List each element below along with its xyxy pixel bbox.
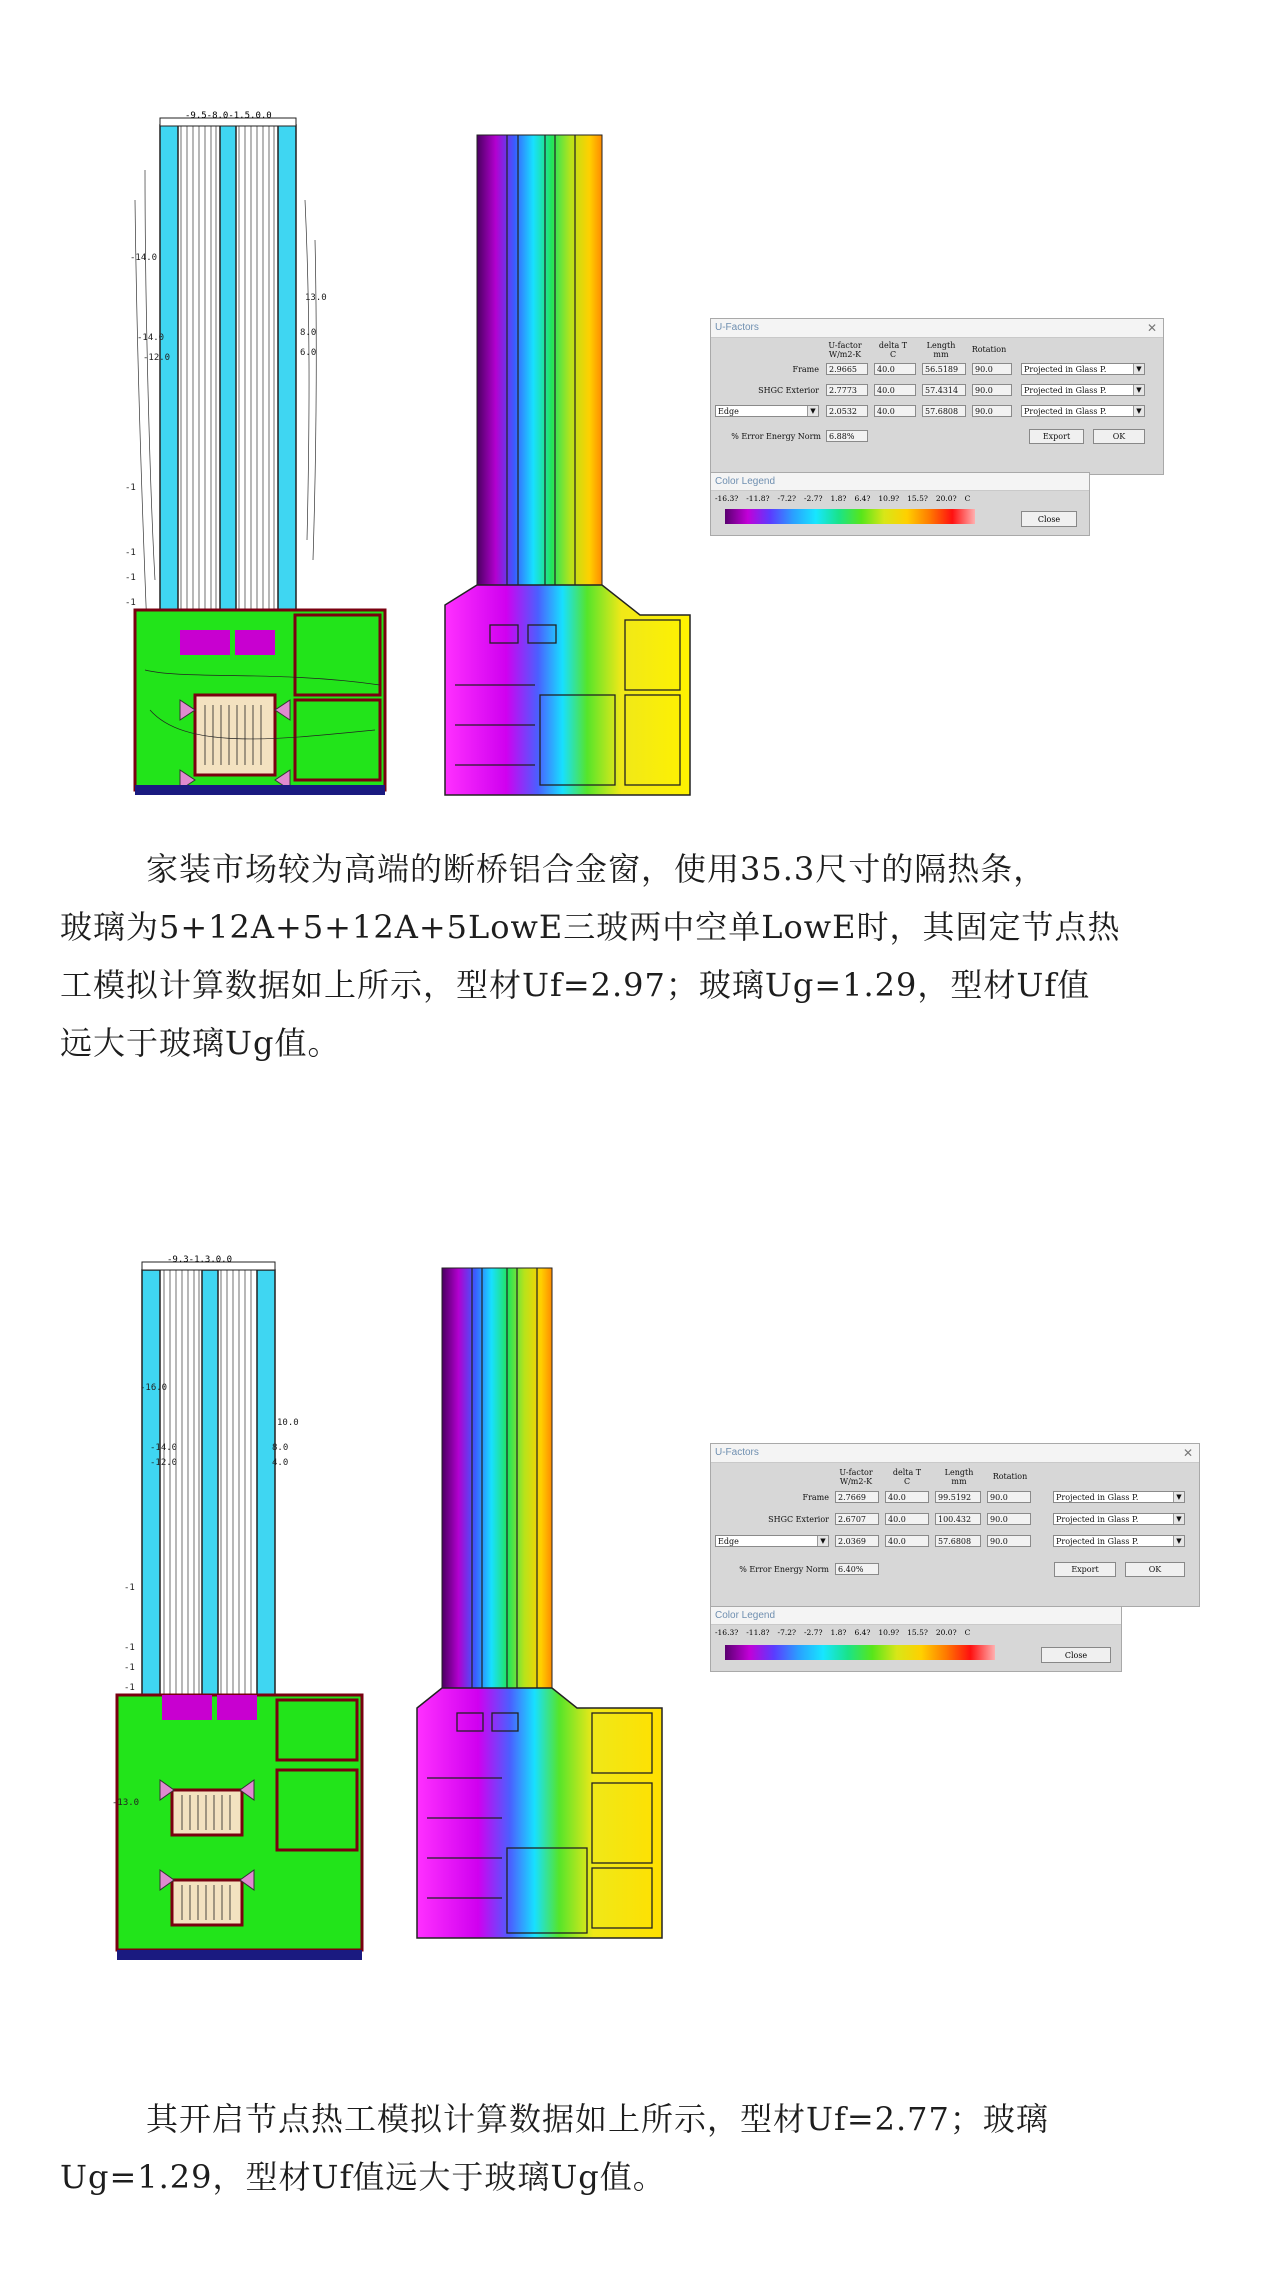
export-button[interactable]: Export	[1029, 429, 1084, 444]
iso-label: -16.0	[140, 1383, 168, 1393]
dialog-title: U-Factors	[715, 1447, 759, 1458]
legend-tick: -2.7?	[804, 1628, 823, 1637]
legend-tick: 20.0?	[935, 494, 957, 503]
iso-label: 4.0	[272, 1458, 289, 1468]
legend-color-bar	[725, 1645, 995, 1660]
delta-t-value[interactable]: 40.0	[885, 1491, 929, 1503]
legend-tick: -7.2?	[777, 494, 797, 503]
legend-tick: C	[964, 1628, 971, 1637]
export-button[interactable]: Export	[1054, 1562, 1116, 1577]
legend-tick: -16.3?	[715, 494, 739, 503]
row-label: Frame	[792, 365, 819, 374]
close-button[interactable]: Close	[1021, 511, 1077, 527]
legend-tick: 15.5?	[907, 494, 928, 503]
legend-tick: 10.9?	[878, 1628, 900, 1637]
row-select-value: Edge	[718, 407, 739, 416]
iso-label: -1	[125, 548, 136, 558]
iso-label: -13.0	[112, 1798, 140, 1808]
iso-label: -14.0	[150, 1443, 178, 1453]
paragraph-line: 玻璃为5+12A+5+12A+5LowE三玻两中空单LowE时，其固定节点热	[60, 908, 1121, 946]
projection-select[interactable]	[1053, 1491, 1185, 1503]
col-header: U-factor W/m2-K	[839, 1468, 873, 1486]
chevron-down-icon: ▼	[1173, 1492, 1184, 1502]
projection-value: Projected in Glass P.	[1056, 1537, 1139, 1546]
paragraph-line	[60, 2090, 1049, 2148]
length-value[interactable]: 100.432	[935, 1513, 981, 1525]
iso-top-label: -9.5-8.0-1.5.0.0	[185, 111, 272, 121]
ufactors-dialog-2	[710, 1443, 1200, 1607]
col-header: delta T C	[878, 341, 908, 359]
projection-value: Projected in Glass P.	[1056, 1493, 1139, 1502]
row-label: SHGC Exterior	[768, 1515, 829, 1524]
col-header: Length mm	[926, 341, 956, 359]
legend-tick: 6.4?	[854, 1628, 871, 1637]
col-header: Rotation	[992, 1472, 1028, 1481]
delta-t-value[interactable]: 40.0	[874, 384, 916, 396]
chevron-down-icon: ▼	[1133, 406, 1144, 416]
ufactor-value[interactable]: 2.6707	[835, 1513, 879, 1525]
legend-tick: -16.3?	[715, 1628, 739, 1637]
legend-tick: -11.8?	[746, 494, 770, 503]
length-value[interactable]: 57.4314	[922, 384, 966, 396]
ufactor-value[interactable]: 2.0369	[835, 1535, 879, 1547]
projection-select[interactable]	[1053, 1513, 1185, 1525]
chevron-down-icon: ▼	[807, 406, 818, 416]
col-header: Rotation	[971, 345, 1007, 354]
dialog-title: U-Factors	[715, 322, 759, 333]
ok-button[interactable]: OK	[1125, 1562, 1185, 1577]
close-icon[interactable]: ✕	[1146, 321, 1157, 335]
chevron-down-icon: ▼	[817, 1536, 828, 1546]
legend-ticks	[715, 1628, 978, 1637]
legend-tick: C	[964, 494, 971, 503]
iso-label: -1	[125, 598, 136, 608]
row-select[interactable]	[715, 1535, 829, 1547]
color-legend-2	[710, 1606, 1122, 1672]
projection-value: Projected in Glass P.	[1056, 1515, 1139, 1524]
length-value[interactable]: 99.5192	[935, 1491, 981, 1503]
row-select[interactable]	[715, 405, 819, 417]
iso-label: -1	[124, 1683, 135, 1693]
delta-t-value[interactable]: 40.0	[885, 1535, 929, 1547]
rotation-value[interactable]: 90.0	[987, 1535, 1031, 1547]
isotherm-section-2	[112, 1250, 377, 1970]
iso-label: 8.0	[272, 1443, 289, 1453]
legend-tick: 20.0?	[935, 1628, 957, 1637]
error-value: 6.40%	[835, 1563, 879, 1575]
col-header: delta T C	[892, 1468, 922, 1486]
legend-tick: -7.2?	[777, 1628, 797, 1637]
legend-ticks	[715, 494, 978, 503]
length-value[interactable]: 56.5189	[922, 363, 966, 375]
legend-color-bar	[725, 509, 975, 524]
temperature-field-1	[440, 125, 700, 800]
projection-select[interactable]	[1021, 384, 1145, 396]
delta-t-value[interactable]: 40.0	[885, 1513, 929, 1525]
legend-tick: -11.8?	[746, 1628, 770, 1637]
col-header: U-factor W/m2-K	[828, 341, 862, 359]
ufactor-value[interactable]: 2.0532	[826, 405, 868, 417]
close-button[interactable]: Close	[1041, 1647, 1111, 1663]
length-value[interactable]: 57.6808	[935, 1535, 981, 1547]
projection-select[interactable]	[1021, 405, 1145, 417]
rotation-value[interactable]: 90.0	[972, 405, 1012, 417]
legend-tick: 1.8?	[830, 1628, 847, 1637]
ufactor-value[interactable]: 2.7773	[826, 384, 868, 396]
paragraph-line	[60, 840, 1121, 898]
rotation-value[interactable]: 90.0	[987, 1491, 1031, 1503]
legend-tick: 10.9?	[878, 494, 900, 503]
temperature-field-2	[412, 1258, 672, 1953]
iso-label: 6.0	[300, 348, 317, 358]
iso-label: 8.0	[300, 328, 317, 338]
error-label: % Error Energy Norm	[739, 1565, 829, 1574]
row-label: SHGC Exterior	[758, 386, 819, 395]
close-icon[interactable]: ✕	[1182, 1446, 1193, 1460]
iso-label: -1	[124, 1663, 135, 1673]
error-value: 6.88%	[826, 430, 868, 442]
row-select-value: Edge	[718, 1537, 739, 1546]
col-header: Length mm	[944, 1468, 974, 1486]
iso-label: -12.0	[143, 353, 171, 363]
color-legend-1	[710, 472, 1090, 536]
paragraph-line: Ug=1.29，型材Uf值远大于玻璃Ug值。	[60, 2158, 666, 2196]
paragraph-line: 工模拟计算数据如上所示，型材Uf=2.97；玻璃Ug=1.29，型材Uf值	[60, 966, 1091, 1004]
dialog-titlebar	[711, 319, 1163, 338]
ok-button[interactable]: OK	[1093, 429, 1145, 444]
iso-label: -1	[124, 1643, 135, 1653]
error-label: % Error Energy Norm	[731, 432, 821, 441]
iso-label: -12.0	[150, 1458, 178, 1468]
iso-label: -14.0	[137, 333, 165, 343]
iso-label: 13.0	[305, 293, 327, 303]
legend-tick: 6.4?	[854, 494, 871, 503]
legend-tick: 1.8?	[830, 494, 847, 503]
iso-label: -1	[125, 573, 136, 583]
iso-label: -1	[124, 1583, 135, 1593]
isotherm-section-1	[125, 110, 395, 800]
ufactors-dialog-1	[710, 318, 1164, 475]
iso-top-label: -9.3-1.3.0.0	[167, 1255, 233, 1265]
legend-title: Color Legend	[711, 473, 1089, 491]
chevron-down-icon: ▼	[1173, 1536, 1184, 1546]
iso-label: -14.0	[130, 253, 158, 263]
iso-label: 10.0	[277, 1418, 299, 1428]
projection-value: Projected in Glass P.	[1024, 365, 1107, 374]
delta-t-value[interactable]: 40.0	[874, 363, 916, 375]
delta-t-value[interactable]: 40.0	[874, 405, 916, 417]
rotation-value[interactable]: 90.0	[987, 1513, 1031, 1525]
legend-tick: -2.7?	[804, 494, 823, 503]
paragraph-opening-node	[60, 2090, 1049, 2206]
rotation-value[interactable]: 90.0	[972, 384, 1012, 396]
length-value[interactable]: 57.6808	[922, 405, 966, 417]
paragraph-text: 其开启节点热工模拟计算数据如上所示，型材Uf=2.77；玻璃	[146, 2100, 1049, 2138]
row-label: Frame	[802, 1493, 829, 1502]
projection-value: Projected in Glass P.	[1024, 386, 1107, 395]
chevron-down-icon: ▼	[1133, 364, 1144, 374]
projection-value: Projected in Glass P.	[1024, 407, 1107, 416]
projection-select[interactable]	[1053, 1535, 1185, 1547]
iso-label: -1	[125, 483, 136, 493]
chevron-down-icon: ▼	[1133, 385, 1144, 395]
paragraph-fixed-node	[60, 840, 1121, 1072]
paragraph-text: 家装市场较为高端的断桥铝合金窗，使用35.3尺寸的隔热条，	[146, 850, 1047, 888]
paragraph-line: 远大于玻璃Ug值。	[60, 1024, 341, 1062]
rotation-value[interactable]: 90.0	[972, 363, 1012, 375]
ufactor-value[interactable]: 2.7669	[835, 1491, 879, 1503]
projection-select[interactable]	[1021, 363, 1145, 375]
dialog-titlebar	[711, 1444, 1199, 1463]
chevron-down-icon: ▼	[1173, 1514, 1184, 1524]
ufactor-value[interactable]: 2.9665	[826, 363, 868, 375]
legend-title: Color Legend	[711, 1607, 1121, 1625]
legend-tick: 15.5?	[907, 1628, 928, 1637]
